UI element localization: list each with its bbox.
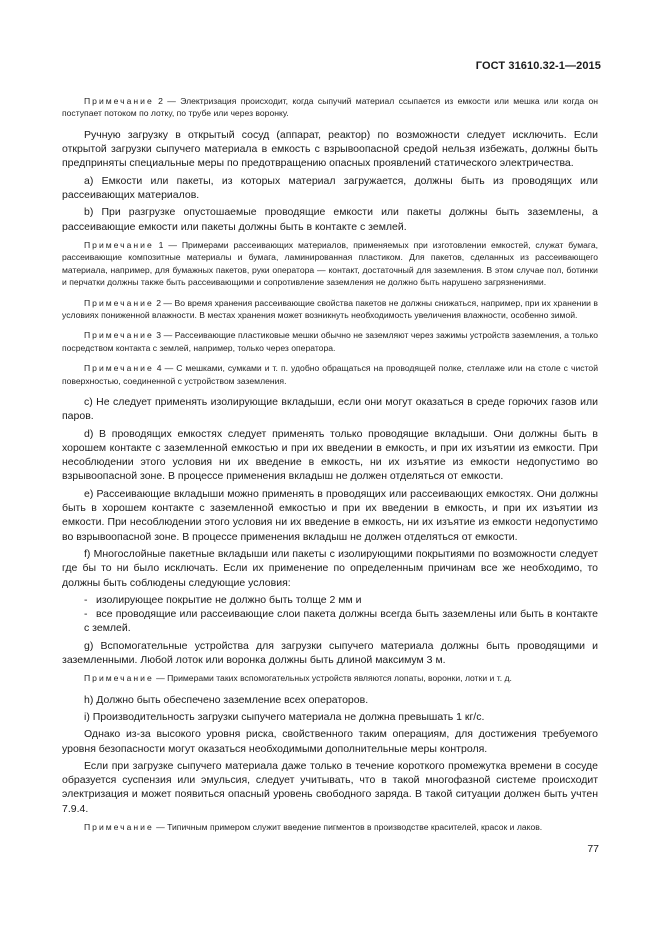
- list-item-f: f) Многослойные пакетные вкладыши или пакеты с изолирующими покрытиями по возможности следует где бы то ни было исключать. Если их применение по определенным причинам все же необходимо, то должны быть соблюдены следующие условия:: [62, 547, 598, 589]
- note-text: — Электризация происходит, когда сыпучий материал ссыпается из емкости или мешка или когда он поступает потоком по лотку, по трубе или через воронку.: [62, 96, 599, 119]
- bullet-text: все проводящие или рассеивающие слои пакета должны всегда быть заземлены или быть в контакте с землей.: [84, 608, 598, 635]
- paragraph: Однако из-за высокого уровня риска, свойственного таким операциям, для достижения требуемого уровня безопасности могут оказаться необходимыми дополнительные меры контроля.: [62, 728, 598, 755]
- note-number: 4: [156, 363, 162, 374]
- list-item-i: i) Производительность загрузки сыпучего материала не должна превышать 1 кг/с.: [84, 711, 485, 723]
- bullet-dash: -: [84, 608, 88, 621]
- list-item-b: b) При разгрузке опустошаемые проводящие емкости или пакеты должны быть заземлены, а рассеивающие емкости или пакеты должны быть в контакте с землей.: [62, 206, 598, 233]
- note-label: Примечание: [84, 673, 154, 684]
- note-paragraph: [62, 821, 598, 833]
- page-number: 77: [587, 843, 599, 855]
- page-body: [62, 90, 598, 841]
- bullet-dash: -: [84, 593, 88, 606]
- note-text: — Во время хранения рассеивающие свойства пакетов не должны снижаться, например, при их хранении в условиях пониженной влажности. В местах хранения может возникнуть необходимость увеличения влажности, особенно зимой.: [62, 297, 598, 320]
- note-paragraph: [62, 672, 598, 684]
- bullet-item: [62, 607, 598, 636]
- note-label: Примечание: [84, 330, 154, 341]
- list-item-c: c) Не следует применять изолирующие вкладыши, если они могут оказаться в среде горючих газов или паров.: [62, 395, 598, 423]
- bullet-text: изолирующее покрытие не должно быть толще 2 мм и: [96, 593, 362, 606]
- note-label: Примечание: [84, 239, 154, 250]
- note-text: — Рассеивающие пластиковые мешки обычно не заземляют через зажимы устройств заземления, а только посредством контакта с землей, например, только через оператора.: [62, 330, 598, 353]
- note-label: Примечание: [84, 363, 154, 374]
- paragraph: Ручную загрузку в открытый сосуд (аппарат, реактор) по возможности следует исключить. Если открытой загрузки сыпучего материала в емкость с взрывоопасной средой нельзя избежать, должны быть предприняты специальные меры по предотвращению опасных проявлений статического электричества.: [62, 128, 598, 170]
- note-paragraph: [62, 297, 598, 322]
- note-number: 2: [156, 297, 161, 308]
- note-number: 2: [158, 96, 163, 106]
- list-item-e: e) Рассеивающие вкладыши можно применять в проводящих или рассеивающих емкостях. Они должны быть в хорошем контакте с заземленной емкостью и при их введении в емкость, и при их изъятии из емкости. При несоблюдении этого условия ни их введение в емкость, ни их изъятие из емкости недопустимо во взрывоопасной зоне. В процессе применения вкладыш не должен отделяться от емкости.: [62, 487, 598, 543]
- list-item-a: a) Емкости или пакеты, из которых материал загружается, должны быть из проводящих или рассеивающих материалов.: [62, 174, 598, 201]
- paragraph: Если при загрузке сыпучего материала даже только в течение короткого промежутка времени в сосуде образуется суспензия или эмульсия, следует учитывать, что в такой многофазной системе происходит электризация и может появиться опасный уровень свободного заряда. В такой ситуации должен быть учтен 7.9.4.: [62, 759, 598, 815]
- document-id: ГОСТ 31610.32-1—2015: [475, 60, 601, 72]
- note-text: — Типичным примером служит введение пигментов в производстве красителей, красок и лаков.: [153, 822, 543, 833]
- note-paragraph: [62, 362, 598, 387]
- note-text: — Примерами рассеивающих материалов, применяемых при изготовлении емкостей, служат бумага, рассеивающие композитные материалы и бумага, ламинированная пластиком. Для пакетов, сделанных из рассеивающего материала, например, для бумажных пакетов, руки оператора — контакт, достаточный для заземления. В этом случае пол, ботинки и перчатки должны также быть рассеивающими и сопротивление заземления не должно быть нарушено загрязнениями.: [62, 239, 599, 288]
- note-number: 1: [158, 239, 164, 250]
- list-item-g: g) Вспомогательные устройства для загрузки сыпучего материала должны быть проводящими и заземленными. Любой лоток или воронка должны быть длиной максимум 3 м.: [62, 639, 598, 666]
- note-text: — Примерами таких вспомогательных устройств являются лопаты, воронки, лотки и т. д.: [153, 673, 512, 684]
- note-paragraph: [62, 329, 598, 354]
- note-number: 3: [156, 330, 162, 341]
- note-text: — С мешками, сумками и т. п. удобно обращаться на проводящей полке, стеллаже или на столе с чистой поверхностью, соединенной с устройством заземления.: [62, 363, 598, 386]
- list-item-h: h) Должно быть обеспечено заземление всех операторов.: [84, 693, 369, 706]
- list-item-d: d) В проводящих емкостях следует применять только проводящие вкладыши. Они должны быть в хорошем контакте с заземленной емкостью и при их введении в емкость, и при их изъятии из емкости. При несоблюдении этого условия ни их введение в емкость, ни их изъятие из емкости недопустимо во взрывоопасной зоне. В процессе применения вкладыш не должен отделяться от емкости.: [62, 427, 598, 483]
- note-paragraph: [62, 95, 598, 120]
- bullet-item: [62, 593, 598, 607]
- note-label: Примечание: [84, 822, 154, 833]
- note-paragraph: [62, 239, 598, 289]
- note-label: Примечание: [84, 96, 154, 106]
- note-label: Примечание: [84, 297, 154, 308]
